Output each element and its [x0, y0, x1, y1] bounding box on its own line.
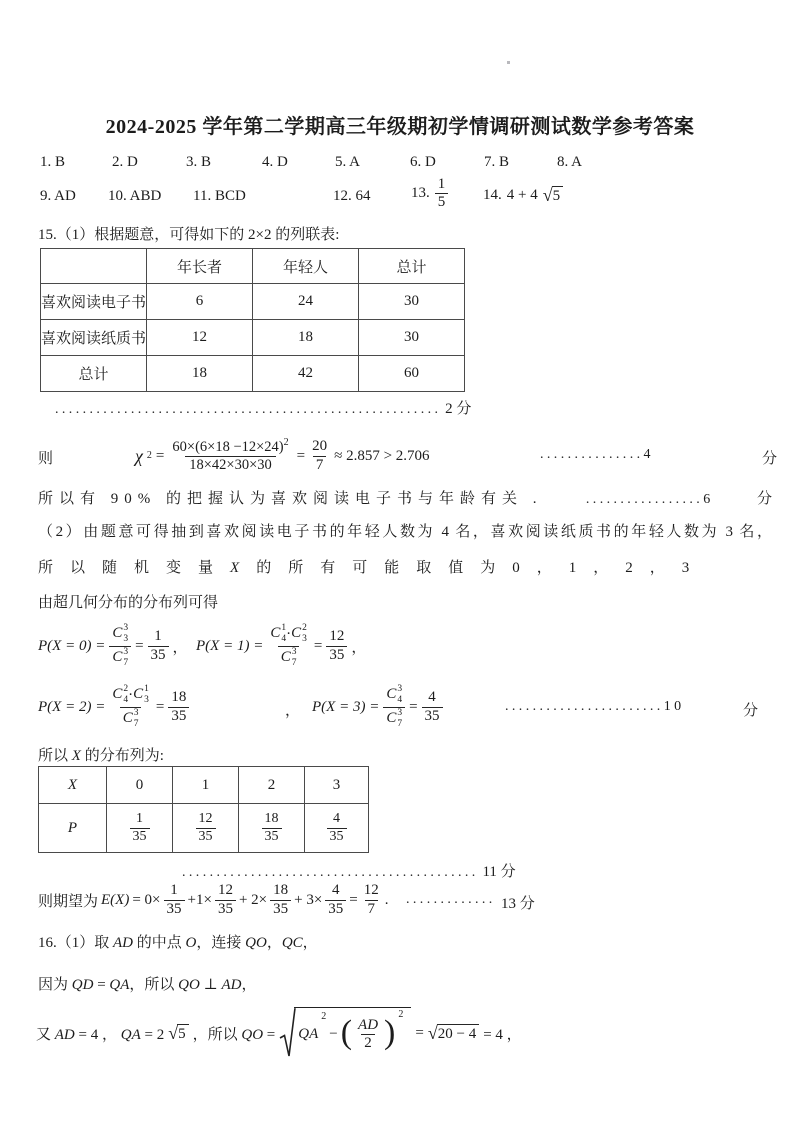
table-row: [41, 356, 465, 392]
big-radical: QA 2 − ( $\frac{AD}{2}$ ) 2: [279, 1007, 411, 1059]
cell: 0: [107, 767, 173, 804]
answer-5: 5. A: [335, 154, 361, 170]
cell: 18: [147, 356, 253, 392]
separator-comma: ，: [285, 703, 301, 719]
answer-10: 10. ABD: [108, 188, 162, 204]
radical-sign-icon: √: [542, 185, 553, 205]
q16-line2: 因为 QD = QA，所以 QO ⊥ AD，: [38, 977, 257, 993]
answer-13: [411, 176, 448, 212]
answer-14: [483, 186, 563, 205]
answer-2: 2. D: [112, 154, 138, 170]
contingency-table: [40, 248, 465, 392]
prob-line-1: [38, 620, 778, 672]
prob-x2: P(X = 2) = C 2 4 · C 1 3 C 3 7 = $\frac{18}{35}$: [38, 681, 189, 733]
answer-14-radical: √ 5: [543, 186, 563, 205]
answer-9: 9. AD: [40, 188, 76, 204]
chi-formula: χ 2 = $\frac{60\times(6\times 18 -12\times 24)^2}{18\times 42\times 30\times 30}$ = $\frac{20}{7}$ ≈ 2.857 > 2.706: [135, 437, 430, 473]
answer-8: 8. A: [557, 154, 583, 170]
score-line-2: [55, 397, 471, 418]
col-header: 年轻人: [253, 249, 359, 284]
cell: 60: [359, 356, 465, 392]
answer-1: 1. B: [40, 154, 66, 170]
cell: 2: [239, 767, 305, 804]
table-row: [39, 804, 369, 853]
expectation-formula: 则期望为 E(X) = 0× $\frac{1}{35}$ +1× $\frac{12}{35}$ + 2× $\frac{18}{35}$ + 3× $\frac{4}{35}$ = $\frac{12}{7}$ .: [38, 882, 389, 917]
answers-row-2: [0, 174, 800, 218]
right-paren: ): [384, 1014, 396, 1052]
conclusion-line: [38, 487, 772, 508]
answer-4: 4. D: [262, 154, 288, 170]
part2-line2: 所以随机变量X的所有可能取值为0，1，2，3: [38, 560, 707, 576]
answer-12: 12. 64: [333, 188, 371, 204]
table-row: [41, 249, 465, 284]
cell: $\frac{1}{35}$: [107, 804, 173, 853]
expectation-line: [38, 877, 778, 923]
table-row: [39, 767, 369, 804]
q16-line1: 16.（1）取 AD 的中点 O，连接 QO，QC，: [38, 935, 318, 951]
cell: 18: [253, 320, 359, 356]
answer-13-fraction: $\frac{1}{5}$: [435, 176, 449, 212]
answer-14-expression: 4 + 4: [506, 186, 538, 203]
expectation-lead: 则期望为: [38, 893, 99, 910]
cell: 3: [305, 767, 369, 804]
score-label: 分: [762, 451, 778, 467]
dot-leader: ...........................................: [182, 865, 479, 880]
row-label: 喜欢阅读纸质书: [41, 320, 147, 356]
radical-sign-icon: √: [427, 1022, 438, 1043]
corner-cell: [41, 249, 147, 284]
cell: 42: [253, 356, 359, 392]
conclusion-text: 所以有 90% 的把握认为喜欢阅读电子书与年龄有关 .: [38, 491, 543, 507]
col-header: 年长者: [147, 249, 253, 284]
dot-leader: .......................10: [505, 699, 685, 714]
row-label: 总计: [41, 356, 147, 392]
left-paren: (: [340, 1014, 353, 1052]
row-label: 喜欢阅读电子书: [41, 284, 147, 320]
answer-7: 7. B: [484, 154, 510, 170]
cell: $\frac{18}{35}$: [239, 804, 305, 853]
page-title: 2024-2025 学年第二学期高三年级期初学情调研测试数学参考答案: [105, 116, 695, 138]
cell: 30: [359, 320, 465, 356]
q15-intro: 15.（1）根据题意，可得如下的 2×2 的列联表:: [38, 227, 340, 243]
radical-sign-icon: √: [168, 1022, 179, 1043]
q16-line3-pre: 又 AD = 4 ， QA = 2: [36, 1026, 165, 1043]
answer-6: 6. D: [410, 154, 436, 170]
part2-line1: （2）由题意可得抽到喜欢阅读电子书的年轻人数为 4 名，喜欢阅读纸质书的年轻人数为 3 名，: [38, 524, 772, 540]
answer-13-label: 13.: [411, 185, 430, 202]
prob-x1: P(X = 1) = C 1 4 · C 2 3 C 3 7 = $\frac{12}{35}$ ，: [196, 622, 367, 668]
dot-leader: .............: [406, 892, 496, 907]
score-label: 分: [743, 703, 759, 719]
q16-line3: 又 AD = 4 ， QA = 2 √ 5 ，所以 QO = QA 2 − ( $\frac{AD}{2}$ ) 2 = √ 20 − 4 = 4 ，: [36, 1004, 522, 1062]
answer-3: 3. B: [186, 154, 212, 170]
score-label: 13 分: [501, 896, 535, 912]
part2-line3: 由超几何分布的分布列可得: [38, 595, 219, 611]
p-label: P: [39, 804, 107, 853]
q16-line3-mid: ，所以 QO =: [192, 1026, 276, 1043]
cell: $\frac{4}{35}$: [305, 804, 369, 853]
dot-leader: ........................................................: [55, 402, 442, 417]
score-label: 2 分: [445, 401, 472, 417]
table-row: [41, 284, 465, 320]
small-radical: √ 20 − 4: [428, 1024, 479, 1043]
col-header: 总计: [359, 249, 465, 284]
distribution-table: [38, 766, 369, 853]
stray-mark: [507, 61, 510, 64]
sqrt5-radical: √ 5: [168, 1024, 188, 1043]
cell: 12: [147, 320, 253, 356]
score-label: 分: [756, 491, 772, 507]
chi-symbol: χ: [135, 445, 143, 466]
prob-x3: P(X = 3) = C 3 4 C 3 7 = $\frac{4}{35}$: [312, 681, 443, 733]
x-label: X: [39, 767, 107, 804]
chi-square-line: [38, 429, 778, 483]
prob-x0: P(X = 0) = C 3 3 C 3 7 = $\frac{1}{35}$ ，: [38, 622, 188, 668]
dot-leader: .................6: [585, 492, 714, 507]
score-label: 11 分: [482, 864, 516, 880]
cell: 1: [173, 767, 239, 804]
dot-leader: ...............4: [540, 447, 654, 462]
table-row: [41, 320, 465, 356]
chi-lead: 则: [38, 451, 54, 467]
distribution-intro: 所以 X 的分布列为:: [38, 748, 164, 764]
chi-result-fraction: $\frac{20}{7}$: [312, 438, 328, 473]
cell: 24: [253, 284, 359, 320]
cell: $\frac{12}{35}$: [173, 804, 239, 853]
cell: 30: [359, 284, 465, 320]
answer-14-label: 14.: [483, 186, 502, 203]
chi-main-fraction: $\frac{60\times(6\times 18 -12\times 24)^2}{18\times 42\times 30\times 30}$: [172, 437, 289, 473]
answer-11: 11. BCD: [193, 188, 246, 204]
prob-line-2: [38, 681, 778, 733]
cell: 6: [147, 284, 253, 320]
